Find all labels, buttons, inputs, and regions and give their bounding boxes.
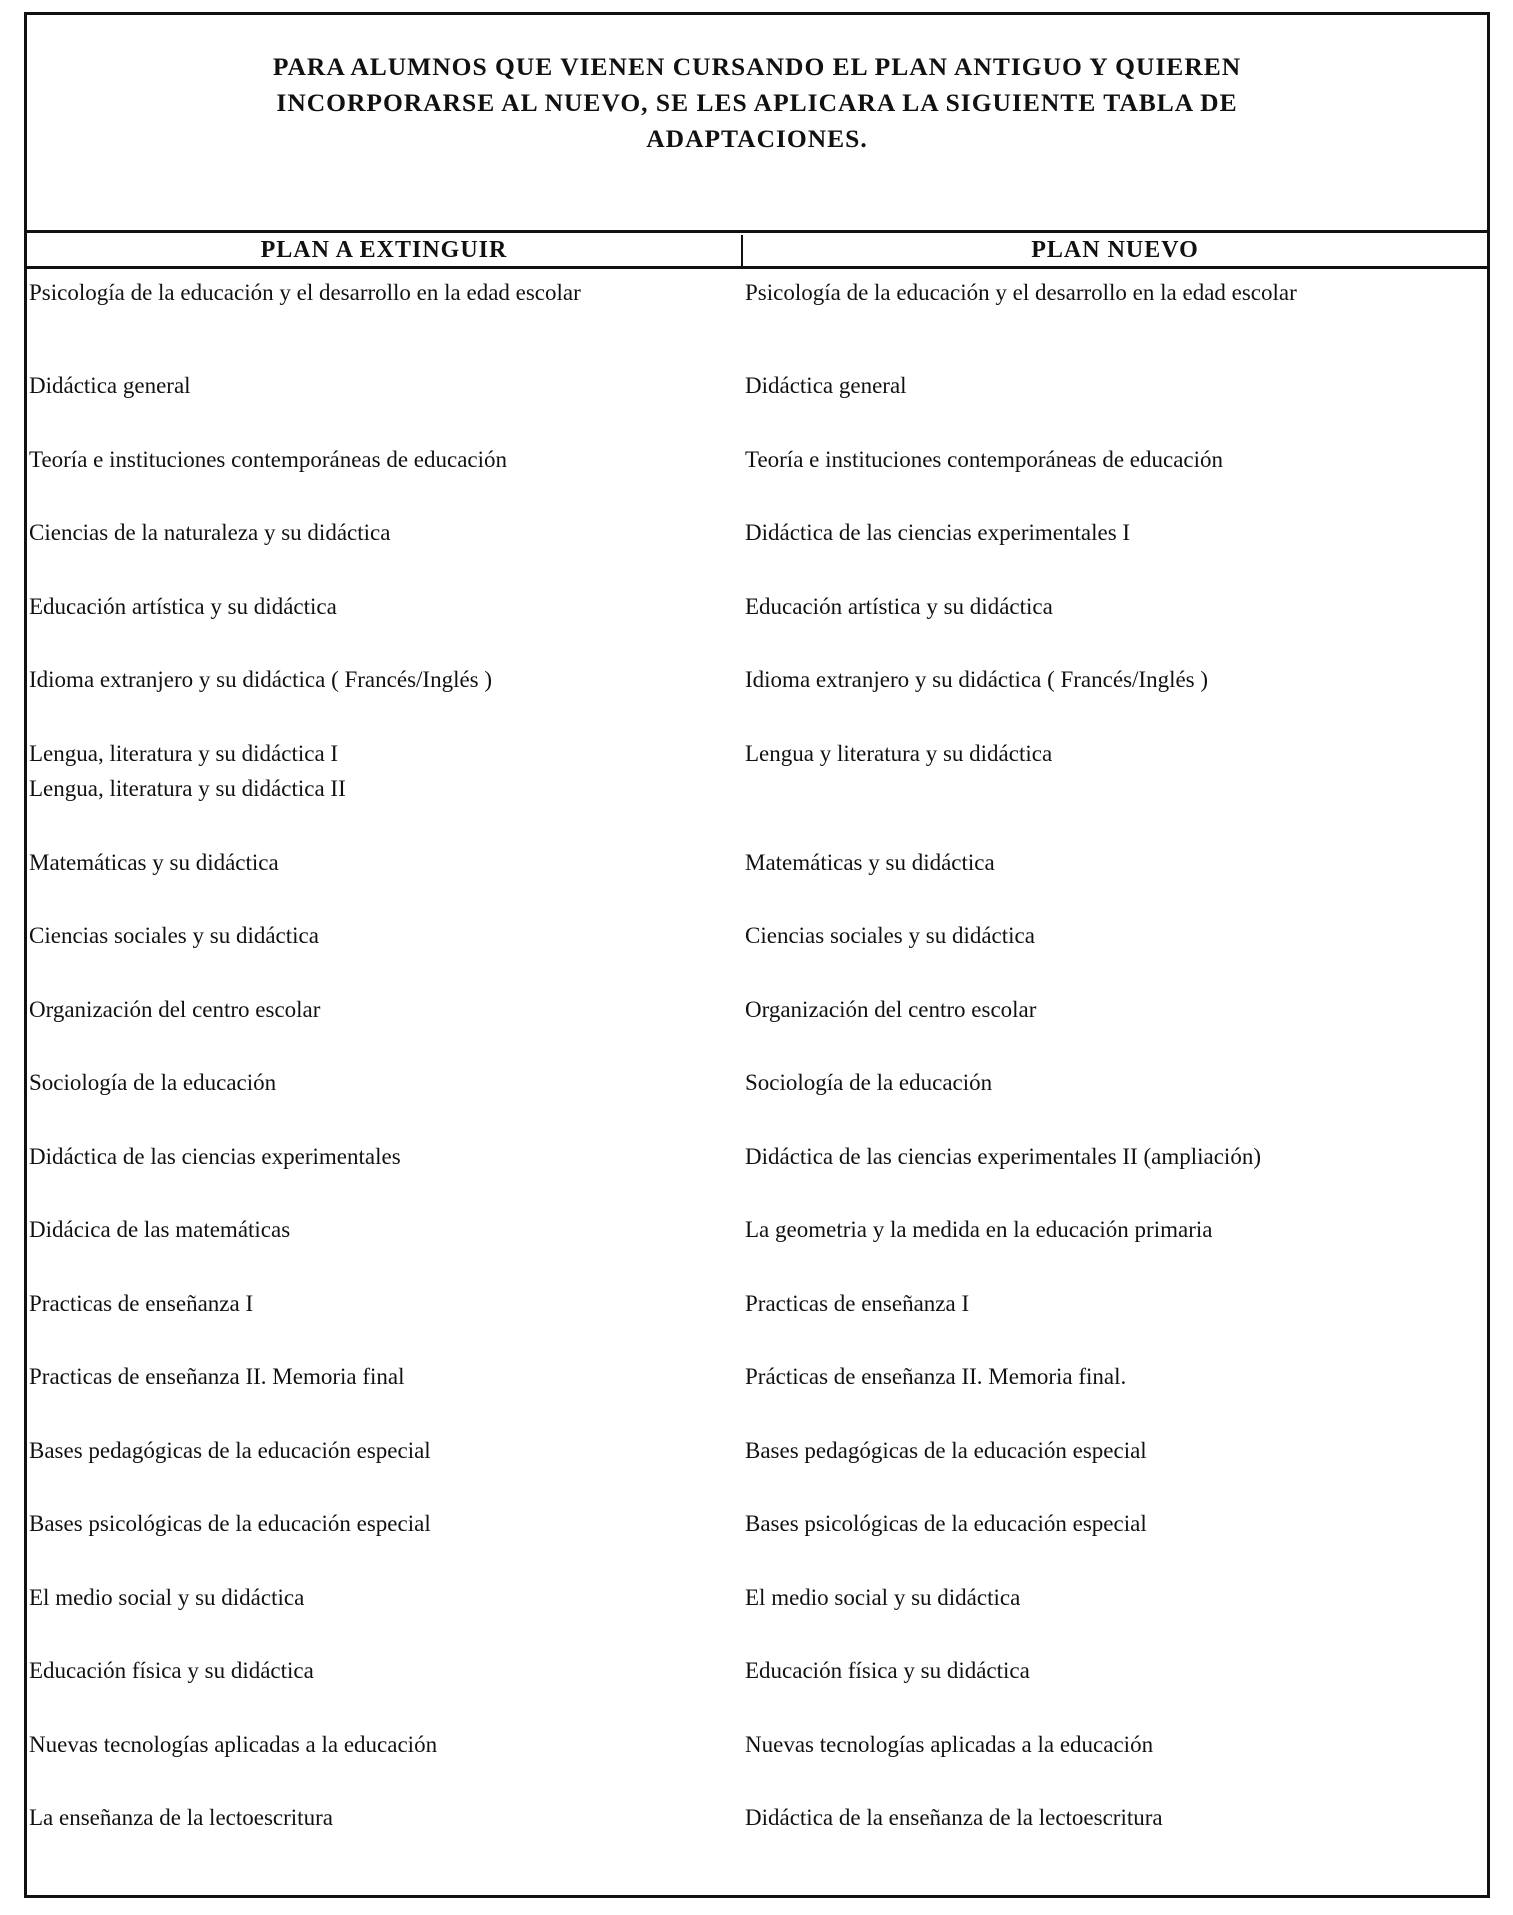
new-plan-cell bbox=[743, 1506, 1487, 1580]
new-plan-cell bbox=[743, 662, 1487, 736]
old-plan-subject: Idioma extranjero y su didáctica ( Francés/Inglés ) bbox=[29, 667, 493, 692]
table-row bbox=[27, 589, 1487, 663]
old-plan-subject: Didáctica de las ciencias experimentales bbox=[29, 1143, 401, 1169]
table-row bbox=[27, 1727, 1487, 1801]
new-plan-cell bbox=[743, 1212, 1487, 1286]
column-header-new-plan: PLAN NUEVO bbox=[1031, 237, 1199, 263]
old-plan-cell bbox=[27, 1653, 743, 1727]
table-row bbox=[27, 275, 1487, 368]
old-plan-cell bbox=[27, 1139, 743, 1213]
new-plan-subject: Educación artística y su didáctica bbox=[745, 593, 1053, 619]
new-plan-subject: La geometria y la medida en la educación primaria bbox=[745, 1217, 1213, 1242]
table-row bbox=[27, 918, 1487, 992]
old-plan-cell bbox=[27, 1359, 743, 1433]
old-plan-subject: El medio social y su didáctica bbox=[29, 1584, 305, 1610]
old-plan-cell bbox=[27, 1800, 743, 1874]
old-plan-cell bbox=[27, 1065, 743, 1139]
old-plan-cell bbox=[27, 1506, 743, 1580]
old-plan-subject: Organización del centro escolar bbox=[29, 996, 321, 1022]
new-plan-subject: Bases pedagógicas de la educación especial bbox=[745, 1437, 1147, 1463]
old-plan-subject: Teoría e instituciones contemporáneas de educación bbox=[29, 446, 508, 472]
title-block bbox=[27, 15, 1487, 233]
new-plan-subject: Prácticas de enseñanza II. Memoria final. bbox=[745, 1364, 1127, 1389]
new-plan-subject: Teoría e instituciones contemporáneas de educación bbox=[745, 446, 1224, 472]
new-plan-cell bbox=[743, 1433, 1487, 1507]
table-row bbox=[27, 1506, 1487, 1580]
old-plan-subject: Educación física y su didáctica bbox=[29, 1658, 314, 1683]
table-row bbox=[27, 1800, 1487, 1874]
new-plan-cell bbox=[743, 1580, 1487, 1654]
page-title: PARA ALUMNOS QUE VIENEN CURSANDO EL PLAN ANTIGUO Y QUIEREN INCORPORARSE AL NUEVO, SE LES APLICARA LA SIGUIENTE TABLA DE ADAPTACIONES. bbox=[272, 52, 1242, 153]
new-plan-cell bbox=[743, 589, 1487, 663]
old-plan-subject: Bases psicológicas de la educación especial bbox=[29, 1511, 431, 1536]
table-row bbox=[27, 1139, 1487, 1213]
old-plan-cell bbox=[27, 1212, 743, 1286]
new-plan-subject: El medio social y su didáctica bbox=[745, 1584, 1021, 1610]
new-plan-cell bbox=[743, 368, 1487, 442]
old-plan-subject: Didácica de las matemáticas bbox=[29, 1217, 291, 1242]
old-plan-subject: Matemáticas y su didáctica bbox=[29, 849, 279, 875]
new-plan-subject: Matemáticas y su didáctica bbox=[745, 849, 995, 875]
old-plan-subject: Ciencias sociales y su didáctica bbox=[29, 923, 319, 948]
new-plan-cell bbox=[743, 1286, 1487, 1360]
table-row bbox=[27, 515, 1487, 589]
new-plan-cell bbox=[743, 442, 1487, 516]
old-plan-subject: Lengua, literatura y su didáctica II bbox=[29, 775, 346, 801]
new-plan-subject: Sociología de la educación bbox=[745, 1070, 993, 1095]
new-plan-subject: Psicología de la educación y el desarrollo en la edad escolar bbox=[745, 280, 1297, 305]
old-plan-subject: Sociología de la educación bbox=[29, 1070, 277, 1095]
new-plan-cell bbox=[743, 918, 1487, 992]
new-plan-subject: Nuevas tecnologías aplicadas a la educación bbox=[745, 1731, 1154, 1757]
new-plan-subject: Didáctica de las ciencias experimentales II (ampliación) bbox=[745, 1143, 1261, 1169]
old-plan-subject: Nuevas tecnologías aplicadas a la educación bbox=[29, 1731, 438, 1757]
new-plan-subject: Ciencias sociales y su didáctica bbox=[745, 923, 1035, 948]
old-plan-subject: La enseñanza de la lectoescritura bbox=[29, 1805, 333, 1830]
old-plan-cell bbox=[27, 589, 743, 663]
table-row bbox=[27, 1359, 1487, 1433]
old-plan-subject: Psicología de la educación y el desarrollo en la edad escolar bbox=[29, 280, 581, 305]
table-row bbox=[27, 992, 1487, 1066]
old-plan-cell bbox=[27, 1727, 743, 1801]
column-header-row bbox=[27, 235, 1487, 269]
table-row bbox=[27, 1433, 1487, 1507]
new-plan-subject: Didáctica de las ciencias experimentales I bbox=[745, 520, 1131, 545]
old-plan-subject: Practicas de enseñanza II. Memoria final bbox=[29, 1364, 405, 1389]
old-plan-subject: Practicas de enseñanza I bbox=[29, 1290, 254, 1316]
table-row bbox=[27, 662, 1487, 736]
new-plan-cell bbox=[743, 736, 1487, 845]
new-plan-cell bbox=[743, 1653, 1487, 1727]
adaptation-table-frame bbox=[24, 12, 1490, 1898]
old-plan-subject: Bases pedagógicas de la educación especial bbox=[29, 1437, 431, 1463]
table-row bbox=[27, 736, 1487, 845]
new-plan-cell bbox=[743, 515, 1487, 589]
old-plan-cell bbox=[27, 442, 743, 516]
old-plan-subject: Lengua, literatura y su didáctica I bbox=[29, 740, 339, 766]
old-plan-cell bbox=[27, 368, 743, 442]
new-plan-cell bbox=[743, 1359, 1487, 1433]
new-plan-subject: Organización del centro escolar bbox=[745, 996, 1037, 1022]
old-plan-cell bbox=[27, 992, 743, 1066]
old-plan-cell bbox=[27, 1286, 743, 1360]
table-row bbox=[27, 368, 1487, 442]
old-plan-cell bbox=[27, 1580, 743, 1654]
old-plan-subject: Didáctica general bbox=[29, 373, 191, 398]
table-body bbox=[27, 275, 1487, 1874]
new-plan-subject: Bases psicológicas de la educación especial bbox=[745, 1511, 1147, 1536]
new-plan-subject: Didáctica general bbox=[745, 373, 907, 398]
table-row bbox=[27, 1286, 1487, 1360]
old-plan-cell bbox=[27, 918, 743, 992]
new-plan-subject: Idioma extranjero y su didáctica ( Francés/Inglés ) bbox=[745, 667, 1209, 692]
table-row bbox=[27, 1653, 1487, 1727]
table-row bbox=[27, 1580, 1487, 1654]
new-plan-cell bbox=[743, 1065, 1487, 1139]
new-plan-subject: Practicas de enseñanza I bbox=[745, 1290, 970, 1316]
old-plan-cell bbox=[27, 736, 743, 845]
new-plan-cell bbox=[743, 1727, 1487, 1801]
table-row bbox=[27, 1065, 1487, 1139]
table-row bbox=[27, 845, 1487, 919]
table-row bbox=[27, 1212, 1487, 1286]
new-plan-cell bbox=[743, 1800, 1487, 1874]
old-plan-cell bbox=[27, 515, 743, 589]
new-plan-cell bbox=[743, 992, 1487, 1066]
old-plan-cell bbox=[27, 662, 743, 736]
column-header-old-plan: PLAN A EXTINGUIR bbox=[27, 235, 743, 266]
old-plan-cell bbox=[27, 845, 743, 919]
old-plan-cell bbox=[27, 275, 743, 368]
old-plan-cell bbox=[27, 1433, 743, 1507]
old-plan-subject: Educación artística y su didáctica bbox=[29, 593, 337, 619]
new-plan-subject: Educación física y su didáctica bbox=[745, 1658, 1030, 1683]
new-plan-cell bbox=[743, 1139, 1487, 1213]
new-plan-subject: Lengua y literatura y su didáctica bbox=[745, 740, 1053, 766]
table-row bbox=[27, 442, 1487, 516]
new-plan-subject: Didáctica de la enseñanza de la lectoescritura bbox=[745, 1805, 1163, 1830]
new-plan-cell bbox=[743, 275, 1487, 368]
old-plan-subject: Ciencias de la naturaleza y su didáctica bbox=[29, 520, 391, 545]
new-plan-cell bbox=[743, 845, 1487, 919]
